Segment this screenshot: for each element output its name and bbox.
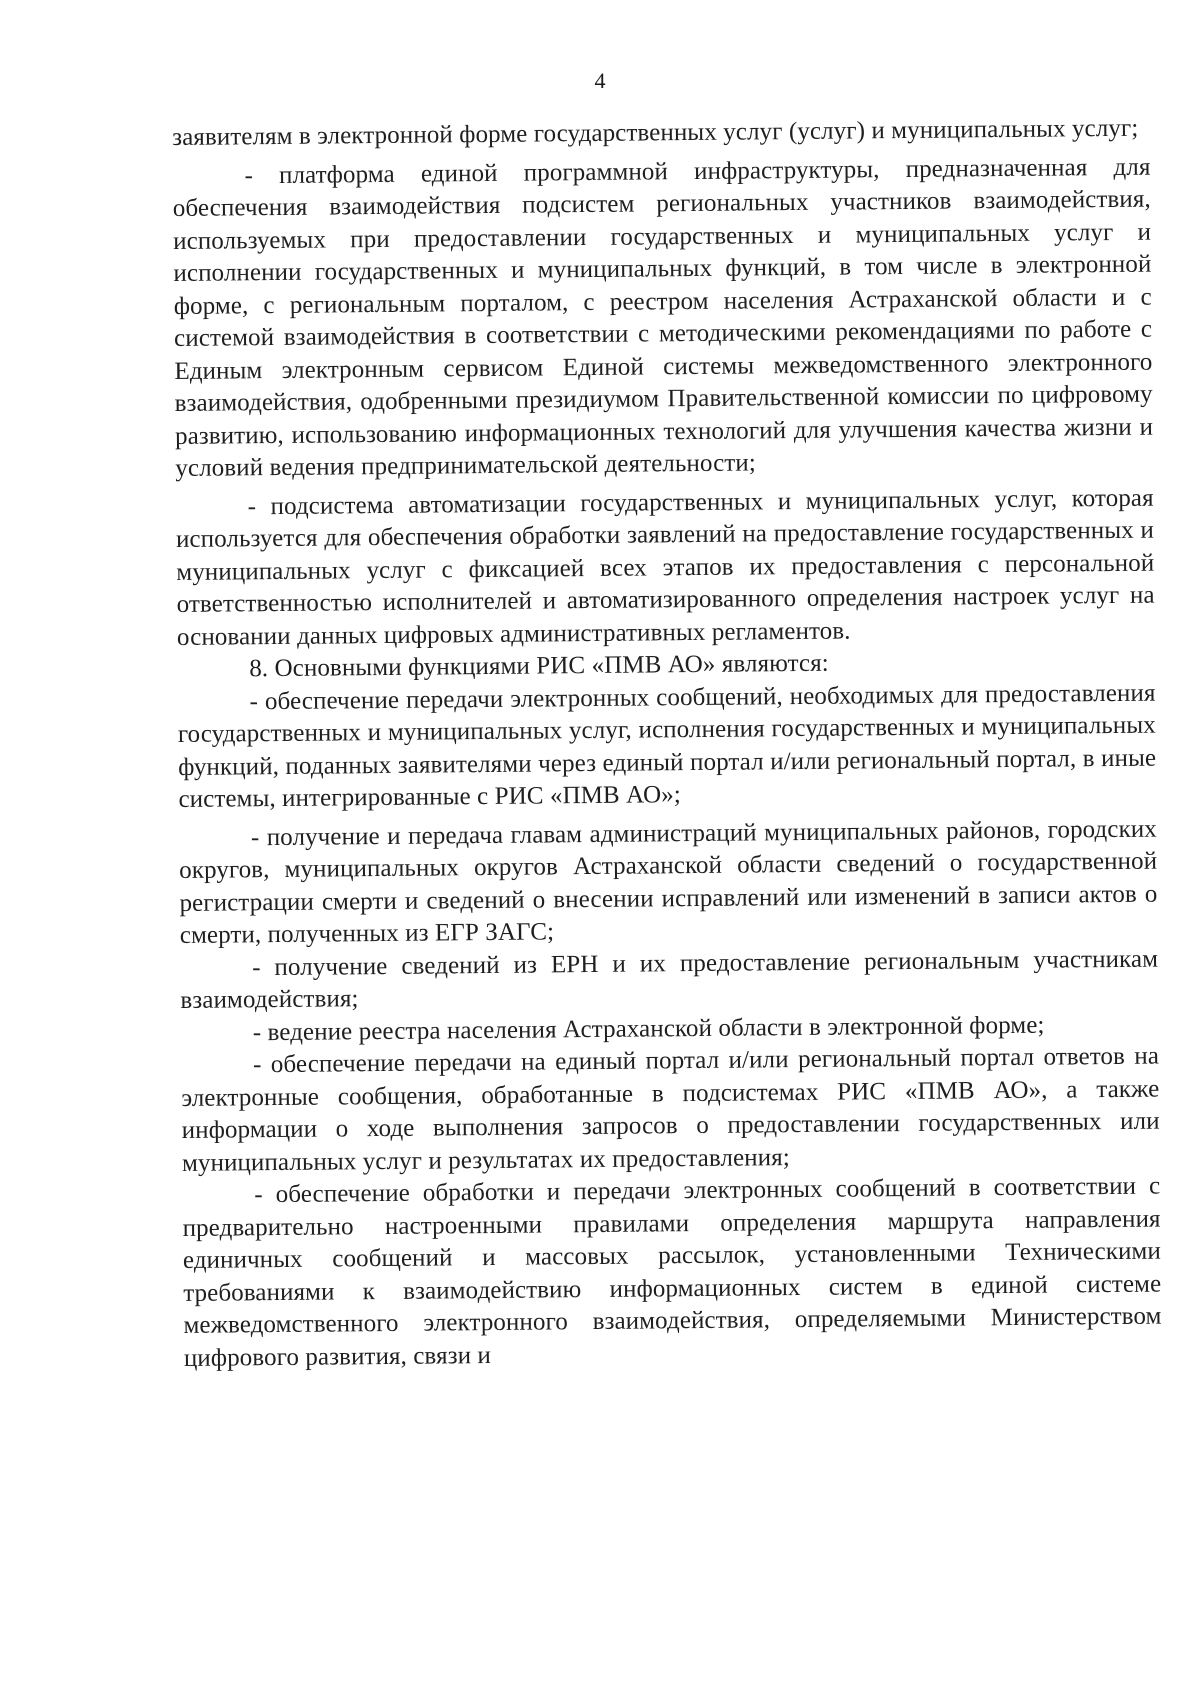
paragraph-section-8-heading: 8. Основными функциями РИС «ПМВ АО» являются:	[249, 649, 829, 683]
paragraph-function-ern: - получение сведений из ЕРН и их предоставление региональным участникам взаимодействия;	[180, 945, 1159, 1014]
page-number: 4	[594, 68, 606, 93]
paragraph-subsystem: - подсистема автоматизации государственных и муниципальных услуг, которая используется для обеспечения обработки заявлений на предоставление государственных и муниципальных услуг с фиксацией всех этапов их предоставления с персональной ответственностью исполнителей и автоматизированного определения настроек услуг на основании данных цифровых административных регламентов.	[175, 484, 1155, 651]
paragraph-function-messages: - обеспечение передачи электронных сообщений, необходимых для предоставления государственных и муниципальных услуг, исполнения государственных и муниципальных функций, поданных заявителями через единый портал и/или региональный портал, в иные системы, интегрированные с РИС «ПМВ АО»;	[177, 679, 1157, 813]
paragraph-continuation: заявителям в электронной форме государственных услуг (услуг) и муниципальных услуг;	[172, 114, 1139, 151]
paragraph-function-responses: - обеспечение передачи на единый портал и/или региональный портал ответов на электронные сообщения, обработанные в подсистемах РИС «ПМВ АО», а также информации о ходе выполнения запросов о предоставлении государственных или муниципальных услуг и результатах их предоставления;	[181, 1042, 1160, 1177]
paragraph-function-death-records: - получение и передача главам администраций муниципальных районов, городских округов, муниципальных округов Астраханской области сведений о государственной регистрации смерти и сведений о внесении исправлений или изменений в записи актов о смерти, полученных из ЕГР ЗАГС;	[179, 815, 1158, 949]
document-body	[172, 113, 1162, 1375]
paragraph-function-routing: - обеспечение обработки и передачи электронных сообщений в соответствии с предварительно настроенными правилами определения маршрута направления единичных сообщений и массовых рассылок, установленными Техническими требованиями к взаимодействию информационных систем в единой системе межведомственного электронного взаимодействия, определяемыми Министерством цифрового развития, связи и	[182, 1172, 1162, 1372]
paragraph-platform: - платформа единой программной инфраструктуры, предназначенная для обеспечения взаимодействия подсистем региональных участников взаимодействия, используемых при предоставлении государственных и муниципальных услуг и исполнении государственных и муниципальных функций, в том числе в электронной форме, с региональным порталом, с реестром населения Астраханской области и с системой взаимодействия в соответствии с методическими рекомендациями по работе с Единым электронным сервисом Единой системы межведомственного электронного взаимодействия, одобренными президиумом Правительственной комиссии по цифровому развитию, использованию информационных технологий для улучшения качества жизни и условий ведения предпринимательской деятельности;	[172, 153, 1154, 482]
paragraph-function-registry: - ведение реестра населения Астраханской области в электронной форме;	[252, 1011, 1045, 1046]
